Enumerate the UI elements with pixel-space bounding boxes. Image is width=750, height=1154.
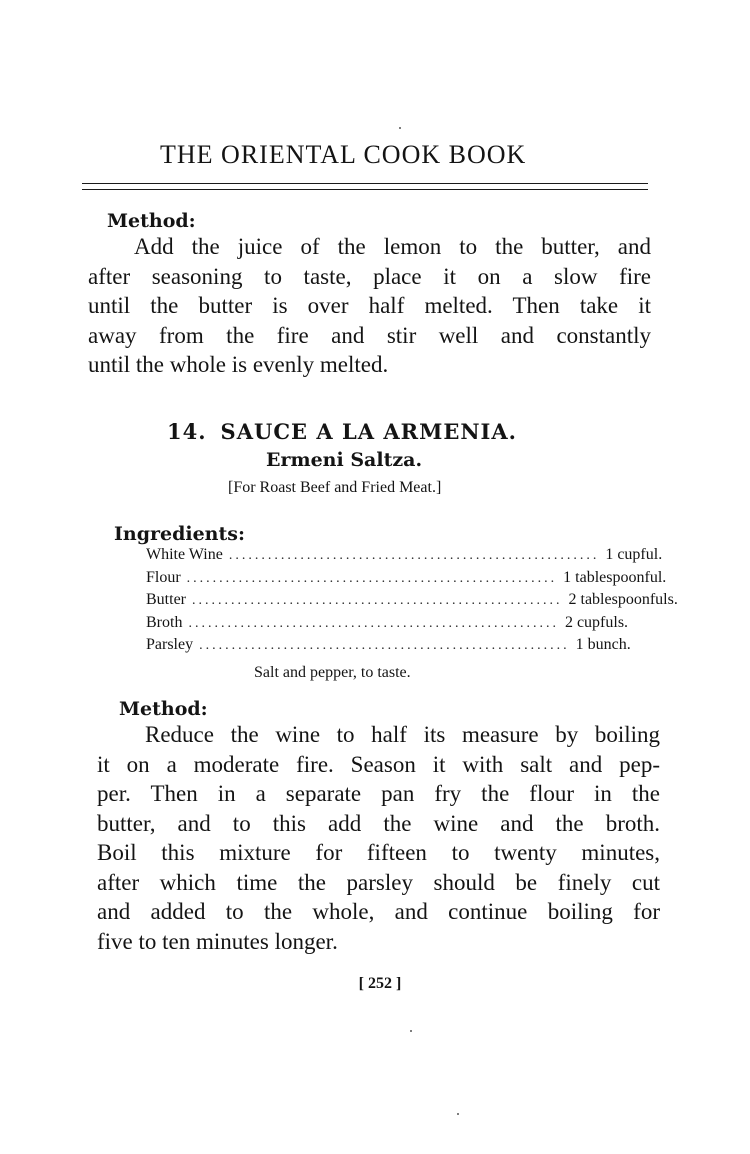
method-label: Method:	[119, 698, 208, 720]
leader-dots: .........................................................	[188, 615, 559, 631]
ingredient-quantity: 2 cupfuls.	[564, 613, 629, 631]
paragraph-line: and added to the whole, and continue boiling for	[97, 899, 660, 924]
recipe-name: SAUCE A LA ARMENIA.	[220, 419, 517, 444]
running-head: THE ORIENTAL COOK BOOK	[160, 140, 527, 169]
paragraph-line: until the whole is evenly melted.	[88, 352, 389, 377]
ingredient-row	[146, 636, 631, 659]
method-label-previous: Method:	[107, 210, 196, 232]
ingredients-label: Ingredients:	[114, 523, 245, 545]
header-rule-bottom	[82, 189, 648, 190]
seasoning-note: Salt and pepper, to taste.	[254, 664, 411, 681]
print-speck	[457, 1113, 459, 1115]
paragraph-line: after seasoning to taste, place it on a slow fire	[88, 263, 651, 289]
paragraph-line: five to ten minutes longer.	[97, 928, 338, 954]
ingredient-row	[146, 591, 678, 614]
recipe-subtitle: Ermeni Saltza.	[266, 449, 423, 471]
ingredient-name: Broth	[146, 613, 183, 631]
recipe-usage-note: [For Roast Beef and Fried Meat.]	[228, 479, 442, 496]
paragraph-line: per. Then in a separate pan fry the flour in the	[97, 781, 660, 806]
print-speck	[399, 127, 401, 129]
method-paragraph	[97, 722, 660, 958]
ingredient-row	[146, 613, 629, 637]
recipe-title	[167, 419, 517, 444]
paragraph-line: Add the juice of the lemon to the butter, and	[134, 234, 651, 259]
page-number: [ 252 ]	[358, 975, 402, 992]
paragraph-line: Boil this mixture for fifteen to twenty minutes,	[97, 840, 660, 865]
ingredient-name: Butter	[146, 591, 186, 608]
recipe-number: 14.	[167, 419, 207, 444]
paragraph-line: away from the fire and stir well and constantly	[88, 322, 651, 348]
header-rule-top	[82, 183, 648, 184]
leader-dots: .........................................................	[199, 638, 570, 653]
paragraph-line: butter, and to this add the wine and the broth.	[97, 810, 660, 836]
leader-dots: .........................................................	[192, 593, 563, 608]
ingredient-row	[146, 568, 667, 592]
ingredient-name: Flour	[146, 568, 181, 586]
print-speck	[410, 1030, 412, 1032]
paragraph-line: after which time the parsley should be finely cut	[97, 869, 660, 895]
ingredient-quantity: 1 tablespoonful.	[563, 568, 667, 586]
method-paragraph-previous	[88, 234, 651, 382]
ingredient-name: White Wine	[146, 546, 223, 563]
ingredient-name: Parsley	[146, 636, 194, 653]
paragraph-line: it on a moderate fire. Season it with salt and pep-	[97, 751, 660, 777]
ingredient-row	[146, 546, 663, 569]
ingredient-quantity: 1 cupful.	[605, 546, 663, 563]
paragraph-line: until the butter is over half melted. Then take it	[88, 293, 651, 318]
leader-dots: .........................................................	[186, 570, 558, 586]
leader-dots: .........................................................	[228, 548, 600, 563]
ingredients-list	[146, 546, 678, 659]
paragraph-line: Reduce the wine to half its measure by boiling	[145, 722, 660, 747]
ingredient-quantity: 2 tablespoonfuls.	[568, 591, 678, 608]
ingredient-quantity: 1 bunch.	[575, 636, 631, 653]
